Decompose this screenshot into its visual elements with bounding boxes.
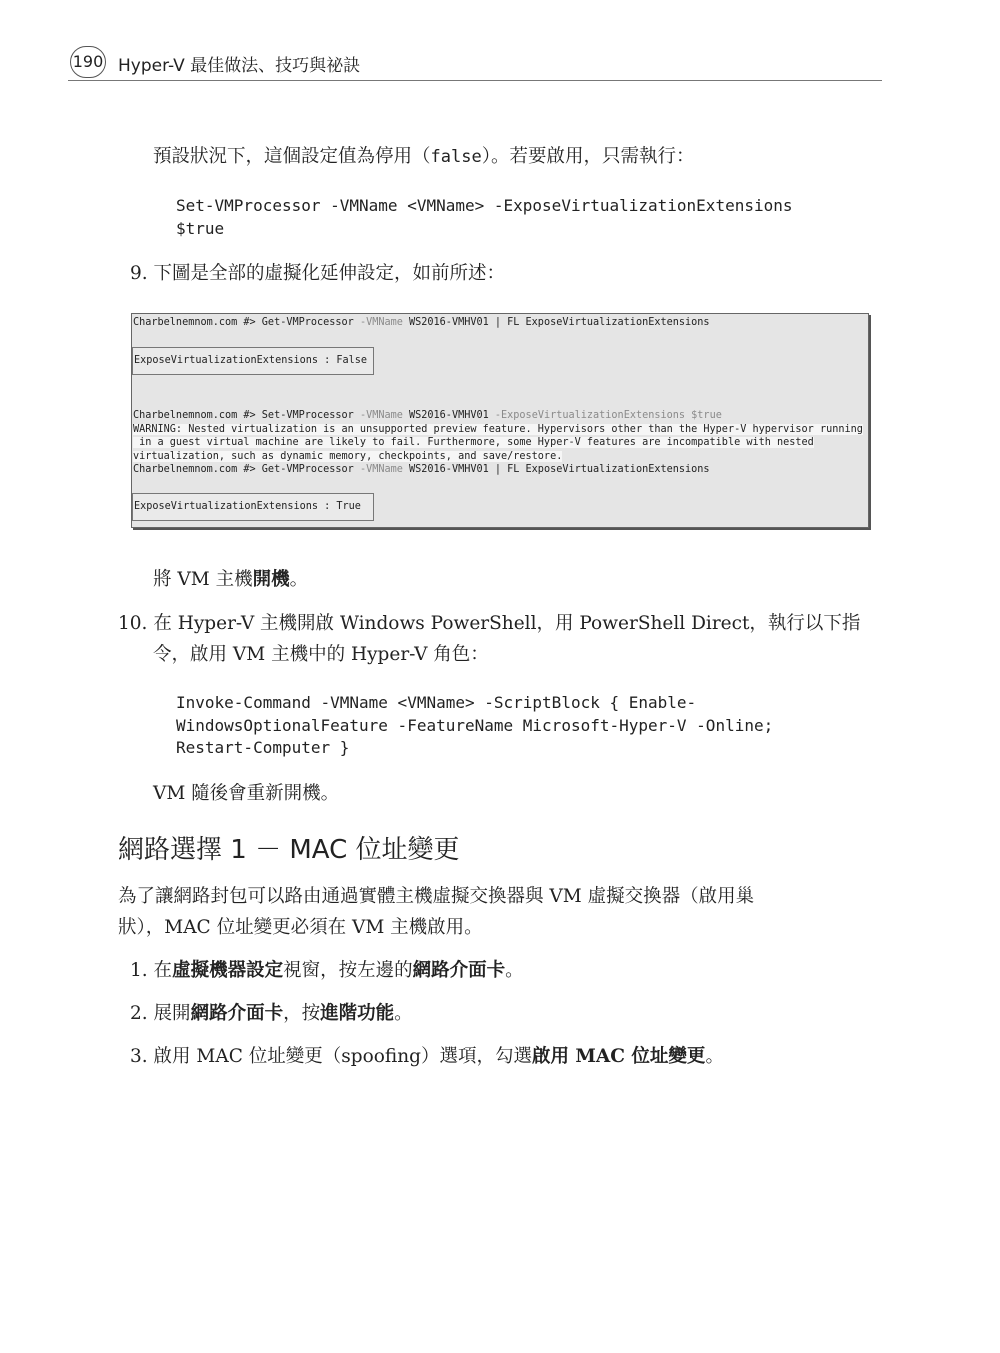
restart-paragraph: VM 隨後會重新開機。 xyxy=(153,783,340,804)
console-line: Charbelnemnom.com #> Get-VMProcessor -VMName WS2016-VMHV01 | FL ExposeVirtualizationExtensions xyxy=(133,317,710,328)
page-number: 190 xyxy=(70,46,106,78)
result-box-true: ExposeVirtualizationExtensions : True xyxy=(132,493,374,521)
code-block-set-vmprocessor: Set-VMProcessor -VMName <VMName> -ExposeVirtualizationExtensions $true xyxy=(176,196,793,238)
section-paragraph-line2: 狀），MAC 位址變更必須在 VM 主機啟用。 xyxy=(118,917,483,938)
page-header xyxy=(68,44,882,81)
running-title: Hyper-V 最佳做法、技巧與祕訣 xyxy=(118,56,361,76)
boot-paragraph: 將 VM 主機開機。 xyxy=(153,569,309,590)
warning-line: in a guest virtual machine are likely to fail. Furthermore, some Hyper-V features are incompatible with nested xyxy=(133,437,814,448)
powershell-screenshot xyxy=(131,313,869,528)
console-line: Charbelnemnom.com #> Set-VMProcessor -VMName WS2016-VMHV01 -ExposeVirtualizationExtensions $true xyxy=(133,410,722,421)
inline-code-false: false xyxy=(430,147,482,167)
list-item: 1. 在虛擬機器設定視窗，按左邊的網路介面卡。 xyxy=(130,960,524,981)
intro-paragraph: 預設狀況下，這個設定值為停用（false）。若要啟用，只需執行： xyxy=(153,146,695,167)
section-heading: 網路選擇 1 － MAC 位址變更 xyxy=(118,835,460,865)
result-box-false: ExposeVirtualizationExtensions : False xyxy=(132,347,374,375)
warning-line: virtualization, such as dynamic memory, checkpoints, and save/restore. xyxy=(133,450,563,462)
console-line: Charbelnemnom.com #> Get-VMProcessor -VMName WS2016-VMHV01 | FL ExposeVirtualizationExtensions xyxy=(133,464,710,475)
warning-line: WARNING: Nested virtualization is an unsupported preview feature. Hypervisors other than the Hyper-V hypervisor running xyxy=(133,423,863,435)
section-paragraph-line1: 為了讓網路封包可以路由通過實體主機虛擬交換器與 VM 虛擬交換器（啟用巢 xyxy=(118,886,755,907)
step-10-continuation: 令，啟用 VM 主機中的 Hyper-V 角色： xyxy=(153,644,489,665)
list-item: 2. 展開網路介面卡，按進階功能。 xyxy=(130,1003,413,1024)
code-block-invoke-command: Invoke-Command -VMName <VMName> -ScriptBlock { Enable- WindowsOptionalFeature -FeatureName Microsoft-Hyper-V -Online; Restart-Computer } xyxy=(176,693,774,757)
step-number: 10. xyxy=(118,613,148,634)
step-number: 9. xyxy=(130,263,148,284)
step-10: 10. 在 Hyper-V 主機開啟 Windows PowerShell，用 PowerShell Direct，執行以下指 xyxy=(118,613,861,634)
step-9: 9. 下圖是全部的虛擬化延伸設定，如前所述： xyxy=(130,263,506,284)
list-item: 3. 啟用 MAC 位址變更（spoofing）選項，勾選啟用 MAC 位址變更。 xyxy=(130,1046,724,1067)
